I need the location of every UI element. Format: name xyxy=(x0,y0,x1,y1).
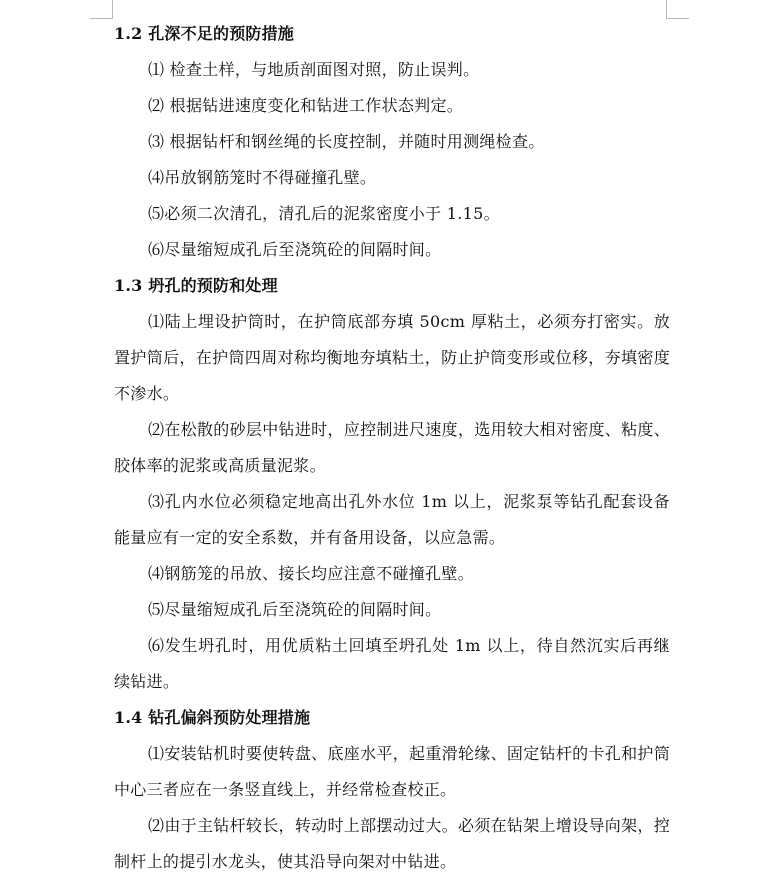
section-1-4 xyxy=(114,700,670,877)
paragraph: ⑷吊放钢筋笼时不得碰撞孔壁。 xyxy=(148,168,377,187)
paragraph: ⑹发生坍孔时，用优质粘土回填至坍孔处 1m 以上，待自然沉实后再继续钻进。 xyxy=(114,636,670,691)
paragraph: ⑷钢筋笼的吊放、接长均应注意不碰撞孔壁。 xyxy=(148,564,475,583)
section-heading: 1.4 钻孔偏斜预防处理措施 xyxy=(114,708,311,727)
section-heading: 1.3 坍孔的预防和处理 xyxy=(114,276,278,295)
paragraph: ⑶ 根据钻杆和钢丝绳的长度控制，并随时用测绳检查。 xyxy=(148,132,545,151)
paragraph: ⑵在松散的砂层中钻进时，应控制进尺速度，选用较大相对密度、粘度、胶体率的泥浆或高质量泥浆。 xyxy=(114,420,670,475)
section-1-2 xyxy=(114,16,670,268)
paragraph: ⑴陆上埋设护筒时，在护筒底部夯填 50cm 厚粘土，必须夯打密实。放置护筒后，在护筒四周对称均衡地夯填粘土，防止护筒变形或位移，夯填密度不渗水。 xyxy=(114,312,670,403)
section-1-3 xyxy=(114,268,670,700)
paragraph: ⑵由于主钻杆较长，转动时上部摆动过大。必须在钻架上增设导向架，控 制杆上的提引水龙头，使其沿导向架对中钻进。 xyxy=(114,816,670,871)
paragraph: ⑴ 检查土样，与地质剖面图对照，防止误判。 xyxy=(148,60,480,79)
section-heading: 1.2 孔深不足的预防措施 xyxy=(114,24,295,43)
paragraph: ⑶孔内水位必须稳定地高出孔外水位 1m 以上，泥浆泵等钻孔配套设备能量应有一定的安全系数，并有备用设备，以应急需。 xyxy=(114,492,670,547)
paragraph: ⑸尽量缩短成孔后至浇筑砼的间隔时间。 xyxy=(148,600,442,619)
paragraph: ⑴安装钻机时要使转盘、底座水平，起重滑轮缘、固定钻杆的卡孔和护筒中心三者应在一条竖直线上，并经常检查校正。 xyxy=(114,744,670,799)
paragraph: ⑵ 根据钻进速度变化和钻进工作状态判定。 xyxy=(148,96,464,115)
document-body[interactable] xyxy=(114,16,670,877)
page-corner-mark-top-left xyxy=(90,0,113,19)
paragraph: ⑹尽量缩短成孔后至浇筑砼的间隔时间。 xyxy=(148,240,442,259)
paragraph: ⑸必须二次清孔，清孔后的泥浆密度小于 1.15。 xyxy=(148,204,500,223)
